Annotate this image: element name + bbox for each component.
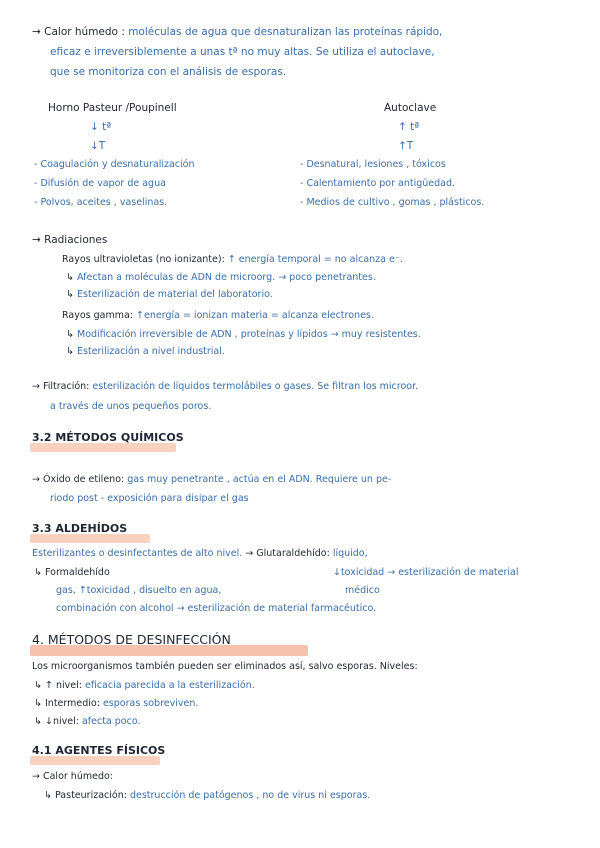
metodos-quimicos-heading: 3.2 MÉTODOS QUÍMICOS (32, 431, 184, 444)
nivel-intermedio-label: Intermedio: (45, 698, 100, 709)
desinfeccion-intro: Los microorganismos también pueden ser eliminados así, salvo esporas. Niveles: (32, 661, 418, 672)
filtracion-line2: a través de unos pequeños poros. (50, 401, 212, 412)
gamma-sub-2 (66, 346, 225, 357)
glutaraldehido-sub2: médico (345, 585, 380, 596)
aldehidos-text1: Esterilizantes o desinfectantes de alto nivel. (32, 548, 243, 559)
filtracion-text1: esterilización de líquidos termolábiles o gases. Se filtran los microor. (92, 381, 419, 392)
horno-item-3: - Polvos, aceites , vaselinas. (34, 197, 168, 208)
uv-label: Rayos ultravioletas (no ionizante): (62, 254, 225, 265)
uv-sub-1 (66, 272, 376, 283)
uv-sub-2-text: Esterilización de material del laboratorio. (77, 289, 273, 300)
autoclave-title: Autoclave (384, 102, 437, 114)
pasteurizacion-arrow: ↳ (44, 790, 52, 801)
glutaraldehido-sub: ↓toxicidad → esterilización de material (333, 567, 519, 578)
nivel-intermedio-text: esporas sobreviven. (102, 698, 199, 709)
horno-temp: ↓ tª (90, 121, 112, 133)
glutaraldehido-text: líquido, (332, 548, 368, 559)
oxido-line1 (32, 474, 391, 485)
uv-sub-1-arrow: ↳ (66, 272, 74, 283)
filtracion-label: → Filtración: (32, 381, 90, 392)
aldehidos-heading: 3.3 ALDEHÍDOS (32, 522, 128, 535)
uv-line (62, 254, 403, 265)
nivel-alto-arrow: ↳ (34, 680, 42, 691)
horno-item-2: - Difusión de vapor de agua (34, 178, 166, 189)
oxido-text1: gas muy penetrante , actúa en el ADN. Requiere un pe- (127, 474, 392, 485)
aldehidos-line1 (32, 548, 368, 559)
autoclave-item-1: - Desnatural, lesiones , tóxicos (300, 159, 446, 170)
calor-humedo-line2: eficaz e irreversiblemente a unas tª no muy altas. Se utiliza el autoclave, (50, 46, 435, 58)
nivel-intermedio (34, 698, 198, 709)
agentes-fisicos-heading: 4.1 AGENTES FÍSICOS (32, 744, 166, 757)
uv-sub-2 (66, 289, 273, 300)
horno-time: ↓T (90, 140, 106, 152)
agentes-calor-humedo: → Calor húmedo: (32, 771, 113, 782)
formaldehido-arrow: ↳ (34, 567, 42, 578)
formaldehido-label: Formaldehído (45, 567, 110, 578)
radiaciones-title: → Radiaciones (32, 234, 108, 246)
calor-humedo-line3: que se monitoriza con el análisis de esporas. (50, 66, 287, 78)
heading-highlight-32 (30, 443, 176, 452)
horno-item-1: - Coagulación y desnaturalización (34, 159, 195, 170)
nivel-alto-label: ↑ nivel: (45, 680, 82, 691)
uv-sub-2-arrow: ↳ (66, 289, 74, 300)
desinfeccion-heading: 4. MÉTODOS DE DESINFECCIÓN (32, 632, 231, 647)
nivel-bajo (34, 716, 141, 727)
pasteurizacion-line (44, 790, 370, 801)
gamma-sub-1 (66, 329, 421, 340)
heading-highlight-33 (30, 534, 150, 543)
autoclave-item-3: - Medios de cultivo , gomas , plásticos. (300, 197, 485, 208)
gamma-text: ↑energía = ionizan materia = alcanza electrones. (136, 310, 374, 321)
uv-text: ↑ energía temporal = no alcanza e⁻. (227, 254, 403, 265)
gamma-line (62, 310, 374, 321)
formaldehido-gas: gas, ↑toxicidad , disuelto en agua, (56, 585, 222, 596)
formaldehido-combo: combinación con alcohol → esterilización de material farmacéutico. (56, 603, 377, 614)
nivel-alto-text: eficacia parecida a la esterilización. (84, 680, 255, 691)
nivel-bajo-arrow: ↳ (34, 716, 42, 727)
nivel-bajo-label: ↓nivel: (45, 716, 79, 727)
oxido-line2: riodo post - exposición para disipar el gas (50, 493, 249, 504)
pasteurizacion-text: destrucción de patógenos , no de virus ni esporas. (129, 790, 371, 801)
oxido-label: → Óxido de etileno: (32, 474, 125, 485)
nivel-alto (34, 680, 255, 691)
heading-highlight-41 (30, 756, 160, 765)
autoclave-item-2: - Calentamiento por antigüedad. (300, 178, 456, 189)
filtracion-line1 (32, 381, 418, 392)
autoclave-temp: ↑ tª (398, 121, 420, 133)
autoclave-time: ↑T (398, 140, 414, 152)
calor-humedo-text1: moléculas de agua que desnaturalizan las proteínas rápido, (128, 26, 443, 38)
nivel-bajo-text: afecta poco. (81, 716, 141, 727)
gamma-sub-2-text: Esterilización a nivel industrial. (77, 346, 225, 357)
gamma-sub-2-arrow: ↳ (66, 346, 74, 357)
horno-title: Horno Pasteur /Poupinell (48, 102, 177, 114)
nivel-intermedio-arrow: ↳ (34, 698, 42, 709)
formaldehido-line (34, 567, 110, 578)
gamma-sub-1-text: Modificación irreversible de ADN , proteínas y lípidos → muy resistentes. (77, 329, 421, 340)
gamma-label: Rayos gamma: (62, 310, 133, 321)
calor-humedo-line1 (32, 26, 442, 38)
calor-humedo-label: → Calor húmedo : (32, 26, 125, 38)
uv-sub-1-text: Afectan a moléculas de ADN de microorg. → poco penetrantes. (77, 272, 376, 283)
gamma-sub-1-arrow: ↳ (66, 329, 74, 340)
pasteurizacion-label: Pasteurización: (55, 790, 127, 801)
glutaraldehido-label: → Glutaraldehído: (245, 548, 330, 559)
